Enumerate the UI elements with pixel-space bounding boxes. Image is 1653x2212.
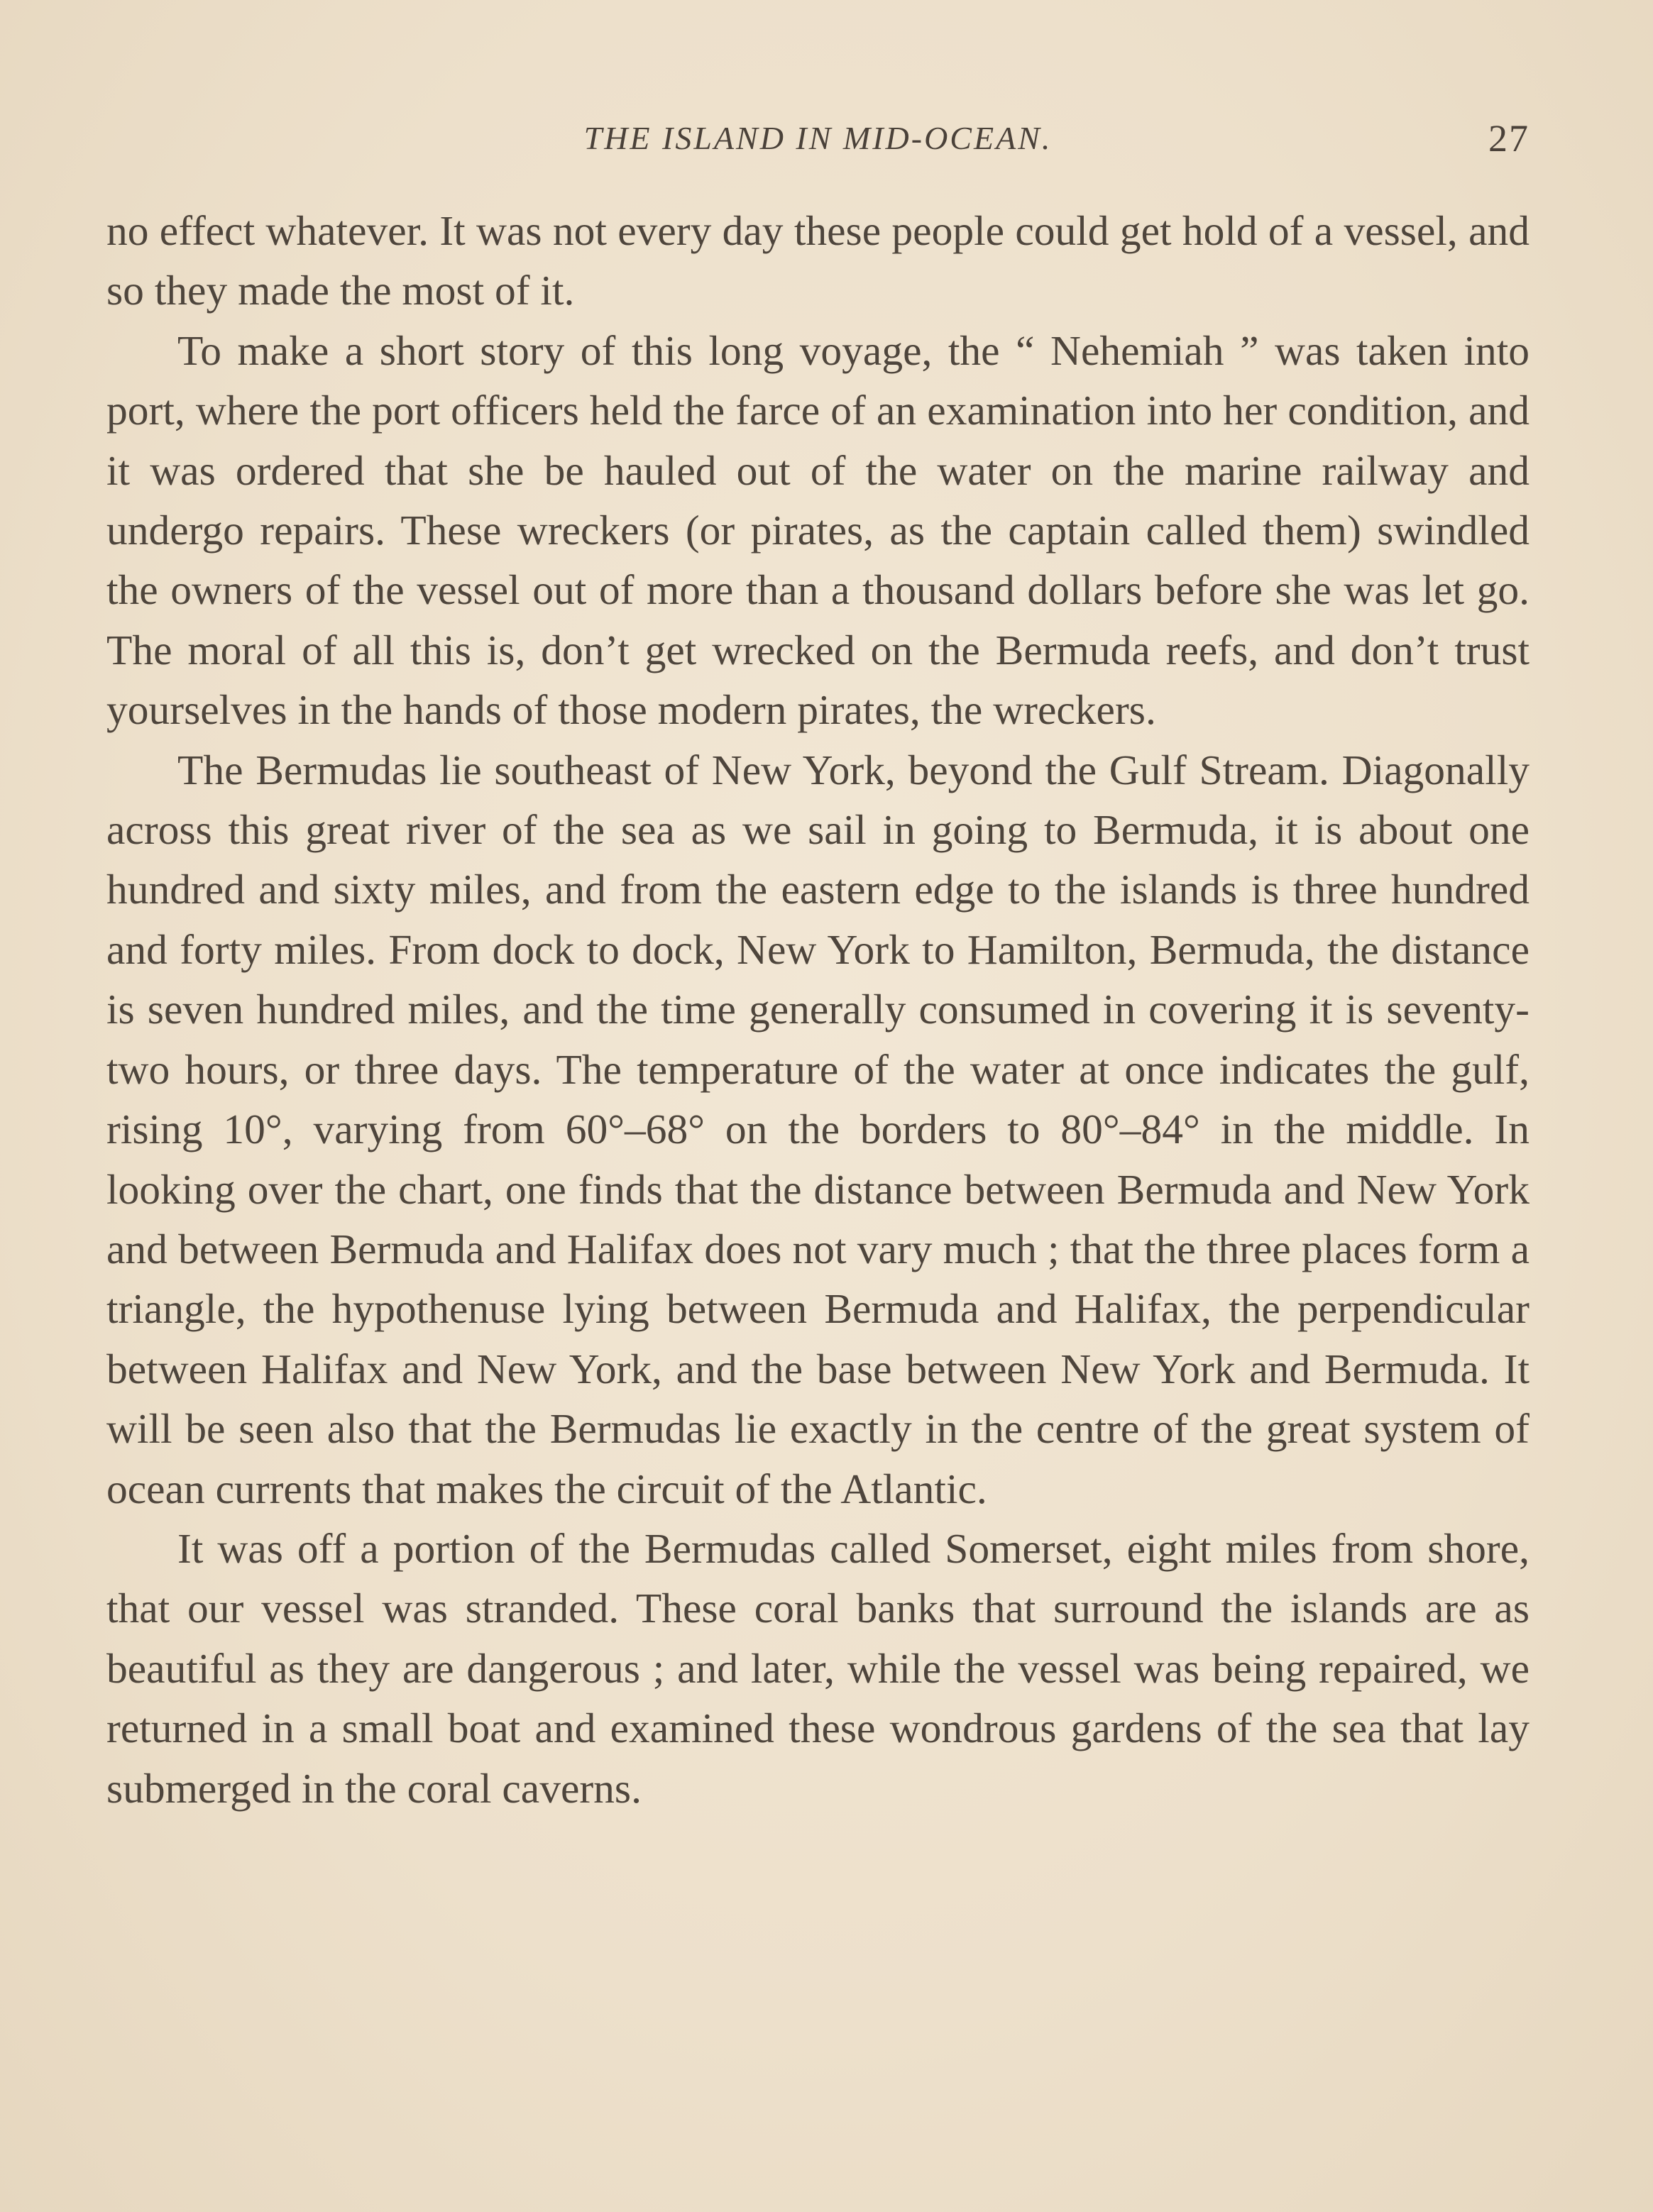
- running-title: THE ISLAND IN MID-OCEAN.: [583, 120, 1053, 156]
- paragraph-2: To make a short story of this long voyage, the “ Nehemiah ” was taken into port, where the port officers held the farce of an examination into her condition, and it was ordered that she be hauled out of the water on the marine railway and undergo repairs. These wreckers (or pirates, as the captain called them) swindled the owners of the vessel out of more than a thousand dollars before she was let go. The moral of all this is, don’t get wrecked on the Bermuda reefs, and don’t trust yourselves in the hands of those modern pirates, the wreckers.: [106, 326, 1530, 734]
- body-text: [106, 201, 1530, 1818]
- page-number: 27: [1488, 117, 1530, 160]
- paragraph-4: It was off a portion of the Bermudas called Somerset, eight miles from shore, that our vessel was stranded. These coral banks that surround the islands are as beautiful as they are dangerous ; and later, while the vessel was being repaired, we returned in a small boat and examined these wondrous gardens of the sea that lay submerged in the coral caverns.: [106, 1524, 1530, 1812]
- running-head: [106, 114, 1530, 163]
- paragraph-3: The Bermudas lie southeast of New York, beyond the Gulf Stream. Diagonally across this great river of the sea as we sail in going to Bermuda, it is about one hundred and sixty miles, and from the eastern edge to the islands is three hundred and forty miles. From dock to dock, New York to Hamilton, Bermuda, the distance is seven hundred miles, and the time generally consumed in covering it is seventy-two hours, or three days. The temperature of the water at once indicates the gulf, rising 10°, varying from 60°–68° on the borders to 80°–84° in the middle. In looking over the chart, one finds that the distance between Bermuda and New York and between Bermuda and Halifax does not vary much ; that the three places form a triangle, the hypothenuse lying between Bermuda and Halifax, the perpendicular between Halifax and New York, and the base between New York and Bermuda. It will be seen also that the Bermudas lie exactly in the centre of the great system of ocean currents that makes the circuit of the Atlantic.: [106, 746, 1530, 1512]
- paragraph-1: no effect whatever. It was not every day these people could get hold of a vessel, and so they made the most of it.: [106, 207, 1530, 314]
